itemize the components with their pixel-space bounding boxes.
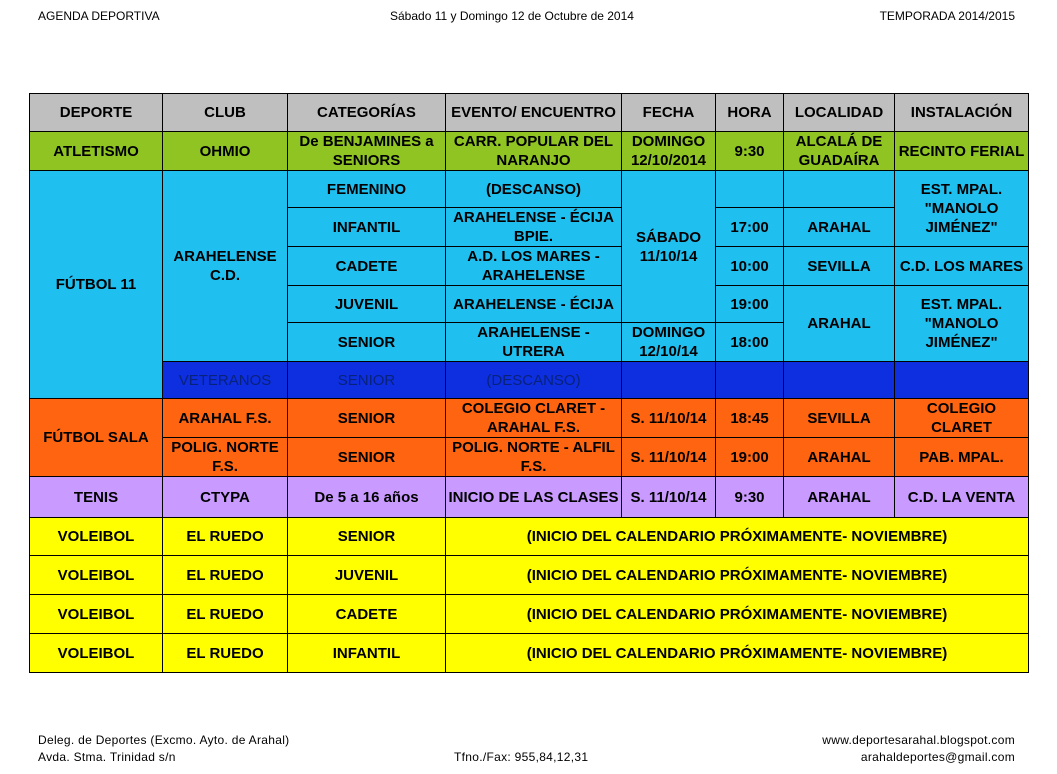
col-localidad: LOCALIDAD: [784, 94, 895, 132]
cell-instalacion-manolo-2: EST. MPAL. "MANOLO JIMÉNEZ": [895, 286, 1029, 362]
cell-localidad-arahal: ARAHAL: [784, 286, 895, 362]
table-row-futbol-femenino: [30, 171, 1029, 208]
header-row: [30, 94, 1029, 132]
cell-categoria: SENIOR: [288, 323, 446, 362]
cell-evento: CARR. POPULAR DEL NARANJO: [446, 132, 622, 171]
cell-club-veteranos: VETERANOS: [163, 362, 288, 399]
cell-localidad: ARAHAL: [784, 438, 895, 477]
col-evento: EVENTO/ ENCUENTRO: [446, 94, 622, 132]
cell-categoria: JUVENIL: [288, 556, 446, 595]
cell-hora: 18:45: [716, 399, 784, 438]
table-row-voleibol: [30, 595, 1029, 634]
cell-evento: ARAHELENSE - ÉCIJA: [446, 286, 622, 323]
col-categorias: CATEGORÍAS: [288, 94, 446, 132]
cell-deporte: TENIS: [30, 477, 163, 518]
table-row-veteranos: [30, 362, 1029, 399]
cell-hora: 19:00: [716, 286, 784, 323]
cell-localidad: ARAHAL: [784, 208, 895, 247]
cell-club-arahelense: ARAHELENSE C.D.: [163, 171, 288, 362]
cell-nota: (INICIO DEL CALENDARIO PRÓXIMAMENTE- NOVIEMBRE): [446, 556, 1029, 595]
col-club: CLUB: [163, 94, 288, 132]
cell-categoria: SENIOR: [288, 438, 446, 477]
cell-categoria: INFANTIL: [288, 634, 446, 673]
cell-evento: (DESCANSO): [446, 171, 622, 208]
cell-localidad: ARAHAL: [784, 477, 895, 518]
cell-club: POLIG. NORTE F.S.: [163, 438, 288, 477]
cell-categoria: INFANTIL: [288, 208, 446, 247]
cell-hora: 9:30: [716, 132, 784, 171]
cell-hora-empty: [716, 171, 784, 208]
cell-localidad: SEVILLA: [784, 247, 895, 286]
col-instalacion: INSTALACIÓN: [895, 94, 1029, 132]
table-row-atletismo: [30, 132, 1029, 171]
cell-fecha: S. 11/10/14: [622, 477, 716, 518]
cell-nota: (INICIO DEL CALENDARIO PRÓXIMAMENTE- NOVIEMBRE): [446, 634, 1029, 673]
cell-evento: POLIG. NORTE - ALFIL F.S.: [446, 438, 622, 477]
cell-nota: (INICIO DEL CALENDARIO PRÓXIMAMENTE- NOVIEMBRE): [446, 518, 1029, 556]
cell-deporte: VOLEIBOL: [30, 634, 163, 673]
table-row-futbolsala-2: [30, 438, 1029, 477]
cell-fecha: DOMINGO 12/10/2014: [622, 132, 716, 171]
cell-deporte-futbolsala: FÚTBOL SALA: [30, 399, 163, 477]
cell-instalacion-manolo: EST. MPAL. "MANOLO JIMÉNEZ": [895, 171, 1029, 247]
agenda-table: [29, 93, 1029, 673]
table-row-futbolsala-1: [30, 399, 1029, 438]
cell-evento: (DESCANSO): [446, 362, 622, 399]
footer-email[interactable]: arahaldeportes@gmail.com: [860, 750, 1015, 764]
cell-fecha-empty: [622, 362, 716, 399]
cell-hora: 17:00: [716, 208, 784, 247]
cell-evento: A.D. LOS MARES - ARAHELENSE: [446, 247, 622, 286]
cell-deporte: VOLEIBOL: [30, 556, 163, 595]
footer-left-line1: Deleg. de Deportes (Excmo. Ayto. de Arahal): [38, 733, 290, 747]
cell-categoria: SENIOR: [288, 362, 446, 399]
col-hora: HORA: [716, 94, 784, 132]
col-fecha: FECHA: [622, 94, 716, 132]
cell-categoria: De 5 a 16 años: [288, 477, 446, 518]
cell-hora: 19:00: [716, 438, 784, 477]
cell-categoria: FEMENINO: [288, 171, 446, 208]
cell-club: EL RUEDO: [163, 634, 288, 673]
cell-deporte: ATLETISMO: [30, 132, 163, 171]
header-right: TEMPORADA 2014/2015: [879, 9, 1015, 23]
cell-categoria: SENIOR: [288, 518, 446, 556]
col-deporte: DEPORTE: [30, 94, 163, 132]
cell-categoria: SENIOR: [288, 399, 446, 438]
cell-categoria: De BENJAMINES a SENIORS: [288, 132, 446, 171]
cell-categoria: JUVENIL: [288, 286, 446, 323]
cell-club: OHMIO: [163, 132, 288, 171]
cell-club: CTYPA: [163, 477, 288, 518]
cell-localidad-empty: [784, 171, 895, 208]
cell-deporte-futbol11: FÚTBOL 11: [30, 171, 163, 399]
cell-categoria: CADETE: [288, 595, 446, 634]
table-row-tenis: [30, 477, 1029, 518]
cell-club: EL RUEDO: [163, 518, 288, 556]
table-row-voleibol: [30, 556, 1029, 595]
cell-nota: (INICIO DEL CALENDARIO PRÓXIMAMENTE- NOVIEMBRE): [446, 595, 1029, 634]
cell-localidad: ALCALÁ DE GUADAÍRA: [784, 132, 895, 171]
cell-hora: 10:00: [716, 247, 784, 286]
cell-hora: 18:00: [716, 323, 784, 362]
cell-instalacion-empty: [895, 362, 1029, 399]
cell-club: ARAHAL F.S.: [163, 399, 288, 438]
cell-hora: 9:30: [716, 477, 784, 518]
cell-club: EL RUEDO: [163, 556, 288, 595]
cell-fecha-sabado: SÁBADO 11/10/14: [622, 171, 716, 323]
cell-instalacion: PAB. MPAL.: [895, 438, 1029, 477]
cell-evento: ARAHELENSE - UTRERA: [446, 323, 622, 362]
cell-evento: INICIO DE LAS CLASES: [446, 477, 622, 518]
cell-fecha: S. 11/10/14: [622, 438, 716, 477]
cell-evento: COLEGIO CLARET - ARAHAL F.S.: [446, 399, 622, 438]
cell-localidad: SEVILLA: [784, 399, 895, 438]
footer-phone: Tfno./Fax: 955,84,12,31: [454, 750, 589, 764]
cell-evento: ARAHELENSE - ÉCIJA BPIE.: [446, 208, 622, 247]
cell-categoria: CADETE: [288, 247, 446, 286]
cell-instalacion: RECINTO FERIAL: [895, 132, 1029, 171]
cell-instalacion: COLEGIO CLARET: [895, 399, 1029, 438]
cell-hora-empty: [716, 362, 784, 399]
header-left: AGENDA DEPORTIVA: [38, 9, 160, 23]
cell-club: EL RUEDO: [163, 595, 288, 634]
cell-fecha: DOMINGO 12/10/14: [622, 323, 716, 362]
table-row-voleibol: [30, 634, 1029, 673]
cell-deporte: VOLEIBOL: [30, 518, 163, 556]
cell-localidad-empty: [784, 362, 895, 399]
cell-deporte: VOLEIBOL: [30, 595, 163, 634]
footer-website[interactable]: www.deportesarahal.blogspot.com: [822, 733, 1015, 747]
table-row-voleibol: [30, 518, 1029, 556]
cell-fecha: S. 11/10/14: [622, 399, 716, 438]
footer-left-line2: Avda. Stma. Trinidad s/n: [38, 750, 176, 764]
cell-instalacion: C.D. LA VENTA: [895, 477, 1029, 518]
cell-instalacion: C.D. LOS MARES: [895, 247, 1029, 286]
header-center: Sábado 11 y Domingo 12 de Octubre de 2014: [390, 9, 634, 23]
